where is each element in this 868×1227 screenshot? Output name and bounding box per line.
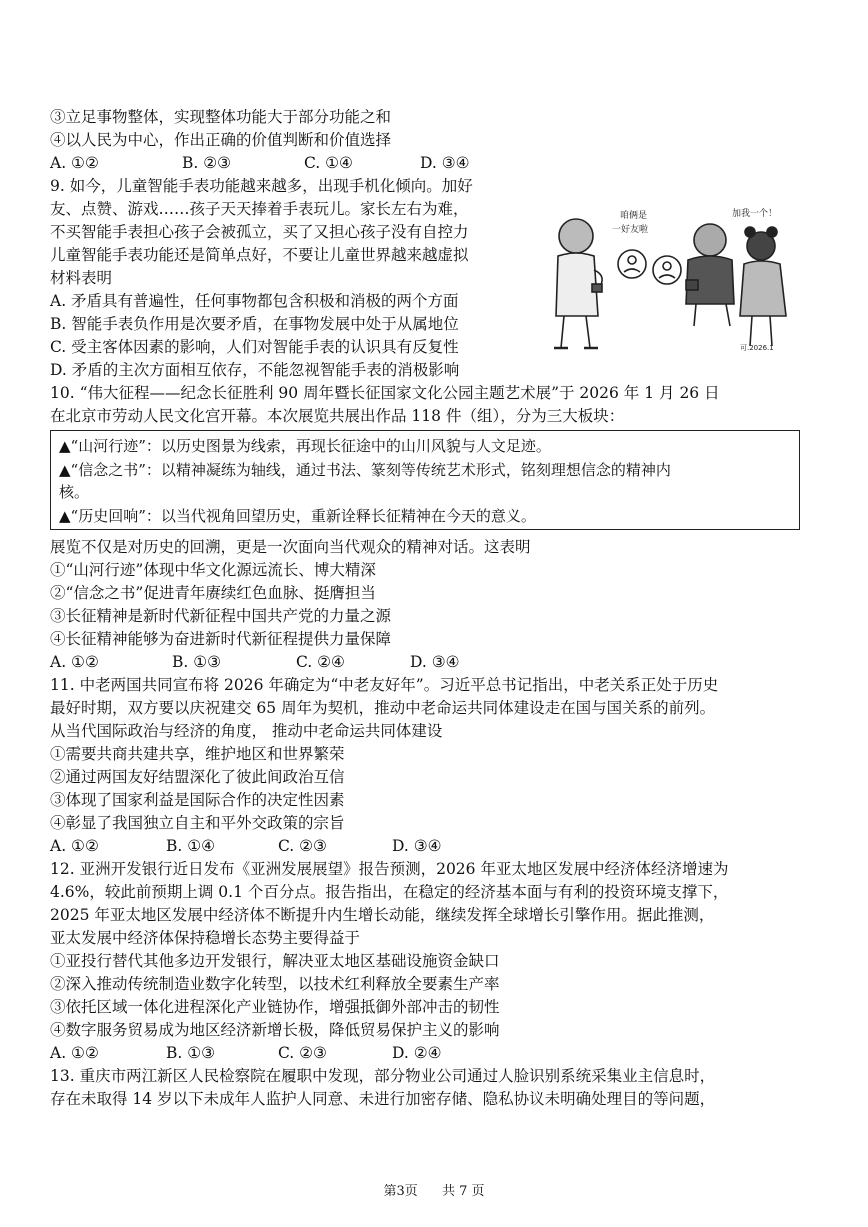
option-b: B. ①④ [166, 837, 216, 855]
option-b: B. ②③ [182, 154, 232, 172]
q12-item: ①亚投行替代其他多边开发银行，解决亚太地区基础设施资金缺口 [50, 952, 500, 970]
q11-item: ②通过两国友好结盟深化了彼此间政治互信 [50, 768, 345, 786]
page-footer [0, 1180, 868, 1199]
box-line: ▲“山河行迹”：以历史图景为线索，再现长征途中的山川风貌与人文足迹。 [59, 437, 551, 455]
q10-stem: 10. “伟大征程——纪念长征胜利 90 周年暨长征国家文化公园主题艺术展”于 2026 年 1 月 26 日 [50, 384, 720, 402]
option-b: B. ①③ [172, 653, 222, 671]
q9-stem: 不买智能手表担心孩子会被孤立，买了又担心孩子没有自控力 [50, 223, 469, 241]
box-line: ▲“信念之书”：以精神凝练为轴线，通过书法、篆刻等传统艺术形式，铭刻理想信念的精神内 [59, 461, 671, 479]
q11-stem: 从当代国际政治与经济的角度， 推动中老命运共同体建设 [50, 722, 443, 740]
option-a: A. ①② [50, 837, 99, 855]
q9-option-d: D. 矛盾的主次方面相互依存，不能忽视智能手表的消极影响 [50, 361, 460, 379]
option-c: C. ①④ [304, 154, 353, 172]
option-a: A. ①② [50, 154, 99, 172]
q9-stem: 材料表明 [50, 269, 113, 287]
q10-item: ②“信念之书”促进青年赓续红色血脉、挺膺担当 [50, 584, 376, 602]
q12-item: ③依托区域一体化进程深化产业链协作，增强抵御外部冲击的韧性 [50, 998, 500, 1016]
q11-item: ③体现了国家利益是国际合作的决定性因素 [50, 791, 345, 809]
option-d: D. ②④ [392, 1044, 442, 1062]
q9-option-b: B. 智能手表负作用是次要矛盾，在事物发展中处于从属地位 [50, 315, 459, 333]
option-c: C. ②④ [296, 653, 345, 671]
q9-option-c: C. 受主客体因素的影响，人们对智能手表的认识具有反复性 [50, 338, 459, 356]
q10-stem: 在北京市劳动人民文化宫开幕。本次展览共展出作品 118 件（组），分为三大板块： [50, 407, 625, 425]
option-c: C. ②③ [278, 837, 327, 855]
q11-stem: 最好时期，双方要以庆祝建交 65 周年为契机，推动中老命运共同体建设走在国与国关系的前列。 [50, 699, 716, 717]
q12-stem: 2025 年亚太地区发展中经济体不断提升内生增长动能，继续发挥全球增长引擎作用。据此推测， [50, 906, 715, 924]
q12-stem: 4.6%，较此前预期上调 0.1 个百分点。报告指出，在稳定的经济基本面与有利的投资环境支撑下， [50, 883, 729, 901]
q13-stem: 13. 重庆市两江新区人民检察院在履职中发现，部分物业公司通过人脸识别系统采集业主信息时， [50, 1067, 716, 1085]
option-d: D. ③④ [392, 837, 442, 855]
exhibition-sections-box [50, 430, 800, 530]
q12-stem: 亚太发展中经济体保持稳增长态势主要得益于 [50, 929, 361, 947]
q11-item: ①需要共商共建共享，维护地区和世界繁荣 [50, 745, 345, 763]
q12-item: ②深入推动传统制造业数字化转型，以技术红利释放全要素生产率 [50, 975, 500, 993]
bubble-left-text: 咱俩是 [620, 211, 648, 221]
page-total: 共 7 页 [441, 1184, 485, 1199]
cartoon-illustration [536, 198, 808, 358]
q12-stem: 12. 亚洲开发银行近日发布《亚洲发展展望》报告预测，2026 年亚太地区发展中经济体经济增速为 [50, 860, 729, 878]
q12-item: ④数字服务贸易成为地区经济新增长极，降低贸易保护主义的影响 [50, 1021, 500, 1039]
q9-option-a: A. 矛盾具有普遍性，任何事物都包含积极和消极的两个方面 [50, 292, 459, 310]
q11-item: ④彰显了我国独立自主和平外交政策的宗旨 [50, 814, 345, 832]
bubble-right-text: 加我一个！ [732, 209, 778, 219]
q10-stem: 展览不仅是对历史的回溯，更是一次面向当代观众的精神对话。这表明 [50, 538, 531, 556]
option-a: A. ①② [50, 653, 99, 671]
option-a: A. ①② [50, 1044, 99, 1062]
option-d: D. ③④ [420, 154, 470, 172]
q9-stem: 儿童智能手表功能还是简单点好，不要让儿童世界越来越虚拟 [50, 246, 469, 264]
q13-stem: 存在未取得 14 岁以下未成年人监护人同意、未进行加密存储、隐私协议未明确处理目的等问题， [50, 1090, 716, 1108]
box-line: 核。 [59, 483, 90, 501]
q9-stem: 友、点赞、游戏……孩子天天捧着手表玩儿。家长左右为难， [50, 200, 469, 218]
option-c: C. ②③ [278, 1044, 327, 1062]
q10-item: ③长征精神是新时代新征程中国共产党的力量之源 [50, 607, 392, 625]
option-b: B. ①③ [166, 1044, 216, 1062]
q11-stem: 11. 中老两国共同宣布将 2026 年确定为“中老友好年”。习近平总书记指出，中老关系正处于历史 [50, 676, 719, 694]
page-number: 第3页 [383, 1184, 418, 1199]
option-d: D. ③④ [410, 653, 460, 671]
text-line: ③立足事物整体，实现整体功能大于部分功能之和 [50, 108, 392, 126]
box-line: ▲“历史回响”：以当代视角回望历史，重新诠释长征精神在今天的意义。 [59, 507, 536, 525]
text-line: ④以人民为中心，作出正确的价值判断和价值选择 [50, 131, 392, 149]
q10-item: ①“山河行迹”体现中华文化源远流长、博大精深 [50, 561, 376, 579]
svg-text:一好友啦: 一好友啦 [612, 225, 649, 235]
q9-stem: 9. 如今，儿童智能手表功能越来越多，出现手机化倾向。加好 [50, 177, 473, 195]
q10-item: ④长征精神能够为奋进新时代新征程提供力量保障 [50, 630, 392, 648]
cartoon-signature: 可.2026.1 [740, 344, 774, 352]
